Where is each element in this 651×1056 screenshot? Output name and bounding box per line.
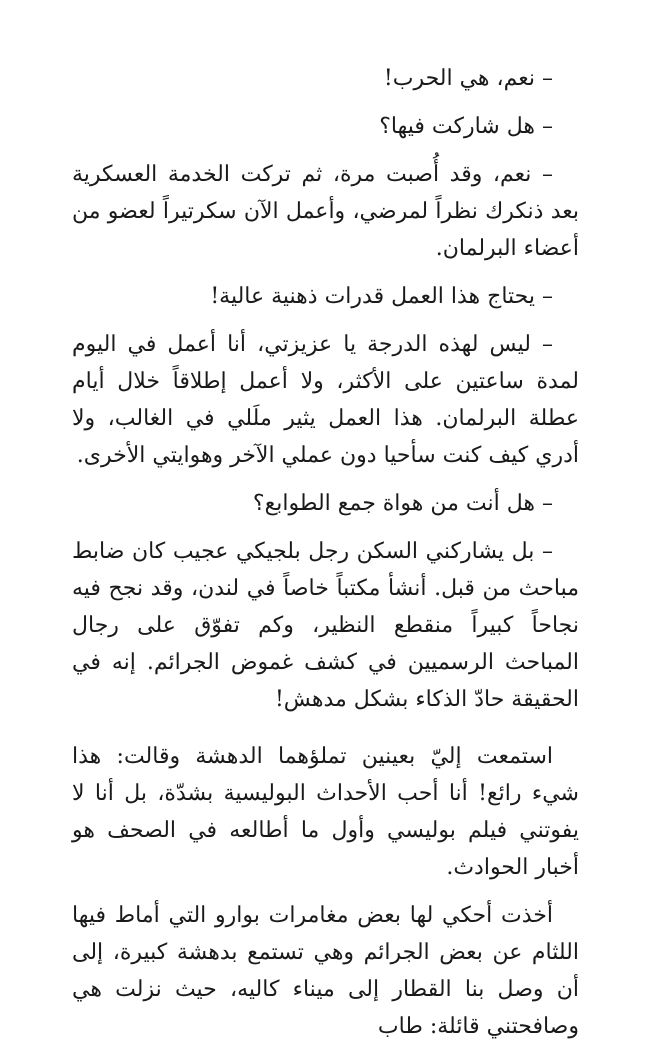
dialogue-line: – بل يشاركني السكن رجل بلجيكي عجيب كان ضابط مباحث من قبل. أنشأ مكتباً خاصاً في لندن، وقد نجح فيه نجاحاً كبيراً منقطع النظير، وكم تفوّق على رجال المباحث الرسميين في كشف غموض الجرائم. إنه في الحقيقة حادّ الذكاء بشكل مدهش! [72,539,579,712]
page-text [72,60,579,1056]
dialogue-line: – هل شاركت فيها؟ [379,114,553,139]
dialogue-line: – ليس لهذه الدرجة يا عزيزتي، أنا أعمل في اليوم لمدة ساعتين على الأكثر، ولا أعمل إطلاقاً خلال أيام عطلة البرلمان. هذا العمل يثير ملَلي في الغالب، ولا أدري كيف كنت سأحيا دون عملي الآخر وهوايتي الأخرى. [72,332,579,468]
dialogue-line: – نعم، هي الحرب! [383,66,553,91]
dialogue-line: – يحتاج هذا العمل قدرات ذهنية عالية! [210,284,553,309]
dialogue-line: – نعم، وقد أُصبت مرة، ثم تركت الخدمة العسكرية بعد ذنكرك نظراً لمرضي، وأعمل الآن سكرتيراً لعضو من أعضاء البرلمان. [72,162,579,261]
dialogue-line: – هل أنت من هواة جمع الطوابع؟ [252,491,553,516]
narration-paragraph: أخذت أحكي لها بعض مغامرات بوارو التي أماط فيها اللثام عن بعض الجرائم وهي تستمع بدهشة كبيرة، إلى أن وصل بنا القطار إلى ميناء كاليه، حيث نزلت هي وصافحتني قائلة: طاب [72,903,579,1039]
narration-paragraph: استمعت إليّ بعينين تملؤهما الدهشة وقالت: هذا شيء رائع! أنا أحب الأحداث البوليسية بشدّة، بل أنا لا يفوتني فيلم بوليسي وأول ما أطالعه في الصحف هو أخبار الحوادث. [72,744,579,880]
paragraph-spacer [72,729,579,738]
